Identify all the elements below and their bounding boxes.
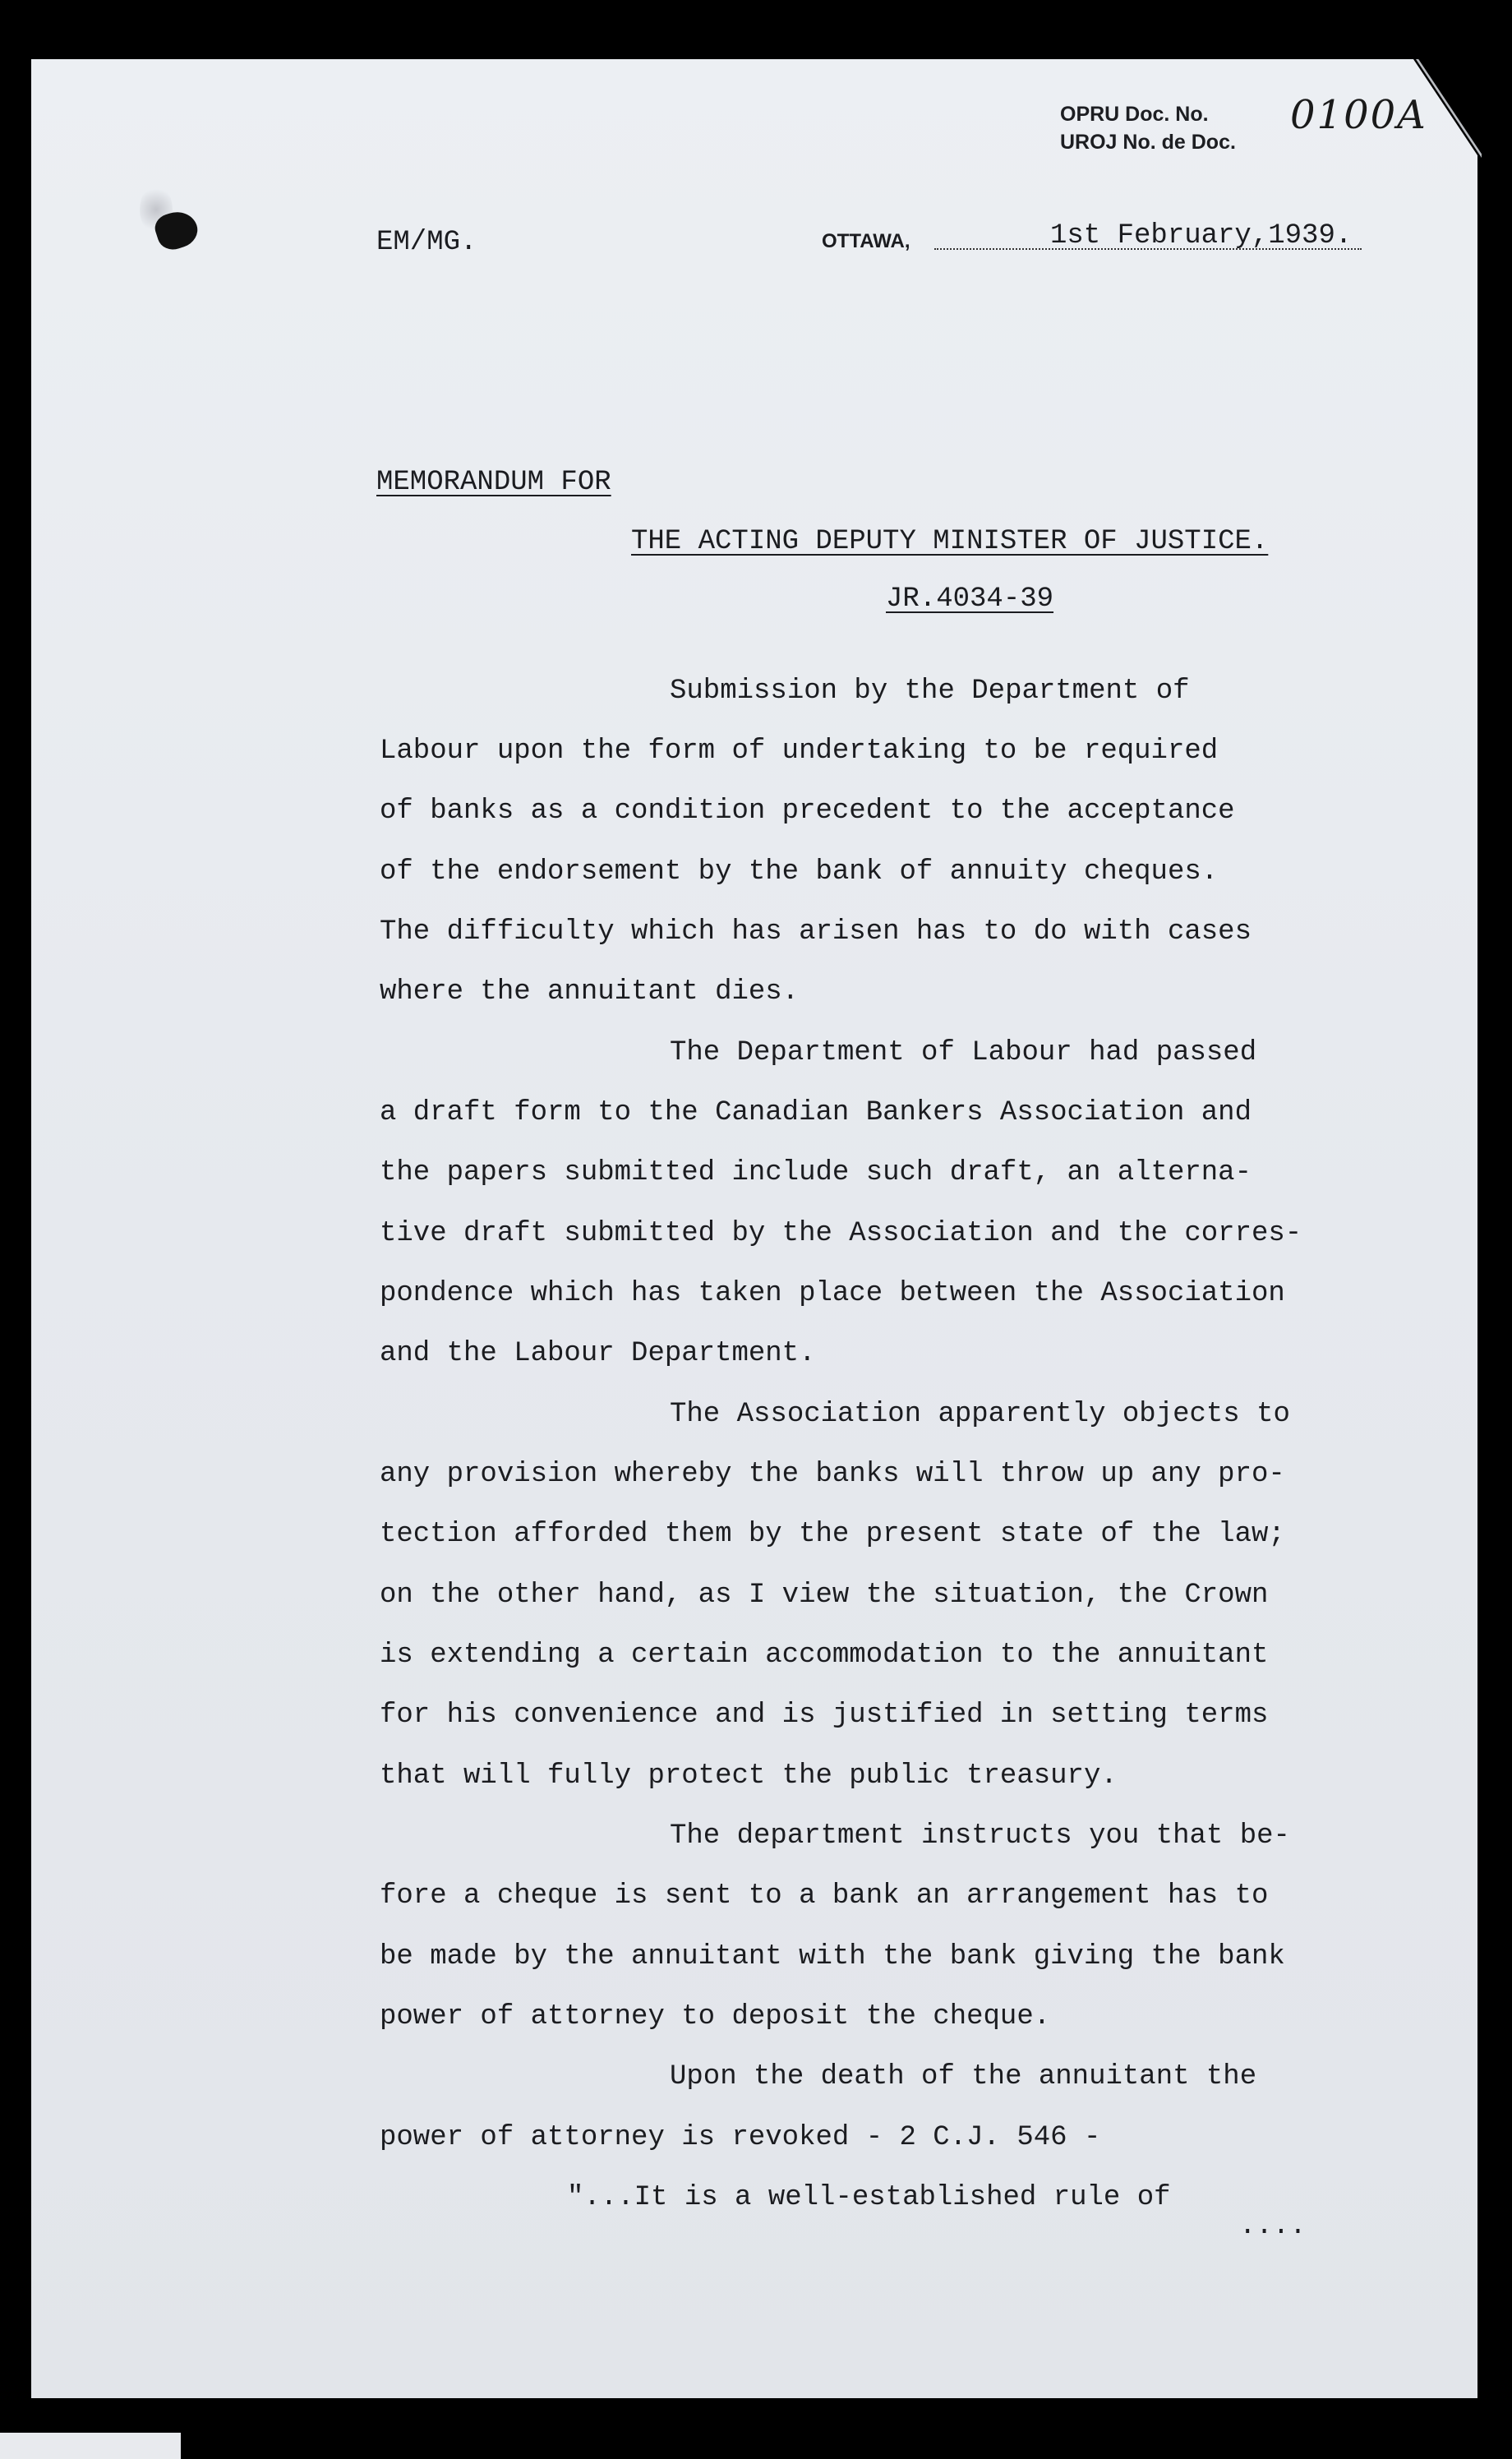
body-line: power of attorney to deposit the cheque. bbox=[380, 2001, 1051, 2032]
body-line: any provision whereby the banks will throw up any pro- bbox=[380, 1459, 1285, 1490]
body-line: The department instructs you that be- bbox=[670, 1820, 1290, 1852]
body-line: tive draft submitted by the Association and the corres- bbox=[380, 1218, 1302, 1249]
body-line: on the other hand, as I view the situation, the Crown bbox=[380, 1580, 1269, 1611]
stamp-line-english: OPRU Doc. No. bbox=[1060, 103, 1209, 126]
reference-initials: EM/MG. bbox=[376, 227, 477, 258]
memo-addressee: THE ACTING DEPUTY MINISTER OF JUSTICE. bbox=[631, 526, 1269, 557]
body-line: for his convenience and is justified in setting terms bbox=[380, 1700, 1269, 1731]
body-line: Labour upon the form of undertaking to be required bbox=[380, 736, 1219, 767]
body-line: pondence which has taken place between the Association bbox=[380, 1278, 1285, 1309]
body-line: "...It is a well-established rule of bbox=[567, 2182, 1171, 2213]
body-line: Upon the death of the annuitant the bbox=[670, 2061, 1257, 2092]
file-number: JR.4034-39 bbox=[886, 584, 1054, 615]
body-line: be made by the annuitant with the bank giving the bank bbox=[380, 1941, 1285, 1972]
memo-date: 1st February,1939. bbox=[1050, 220, 1353, 251]
film-label-tab bbox=[0, 2433, 181, 2459]
body-line: Submission by the Department of bbox=[670, 676, 1190, 707]
memo-heading: MEMORANDUM FOR bbox=[376, 467, 611, 498]
body-line: the papers submitted include such draft, an alterna- bbox=[380, 1157, 1252, 1188]
body-line: tection afforded them by the present state of the law; bbox=[380, 1519, 1285, 1550]
body-line: where the annuitant dies. bbox=[380, 976, 800, 1008]
body-line: power of attorney is revoked - 2 C.J. 546 - bbox=[380, 2122, 1101, 2153]
body-line: that will fully protect the public treasury. bbox=[380, 1760, 1118, 1792]
body-line: fore a cheque is sent to a bank an arrangement has to bbox=[380, 1880, 1269, 1912]
place-label: OTTAWA, bbox=[822, 230, 910, 252]
body-line: The Department of Labour had passed bbox=[670, 1037, 1257, 1068]
handwritten-doc-number: 0100A bbox=[1290, 92, 1427, 138]
body-line: of the endorsement by the bank of annuity cheques. bbox=[380, 856, 1219, 888]
body-line: of banks as a condition precedent to the acceptance bbox=[380, 796, 1235, 827]
continuation-dots: .... bbox=[1239, 2211, 1307, 2242]
body-line: a draft form to the Canadian Bankers Association and bbox=[380, 1097, 1252, 1128]
body-line: The difficulty which has arisen has to do with cases bbox=[380, 916, 1252, 948]
body-line: The Association apparently objects to bbox=[670, 1399, 1290, 1430]
body-line: and the Labour Department. bbox=[380, 1338, 816, 1369]
stamp-line-french: UROJ No. de Doc. bbox=[1060, 131, 1236, 154]
body-line: is extending a certain accommodation to the annuitant bbox=[380, 1640, 1269, 1671]
archive-stamp bbox=[1060, 100, 1236, 156]
